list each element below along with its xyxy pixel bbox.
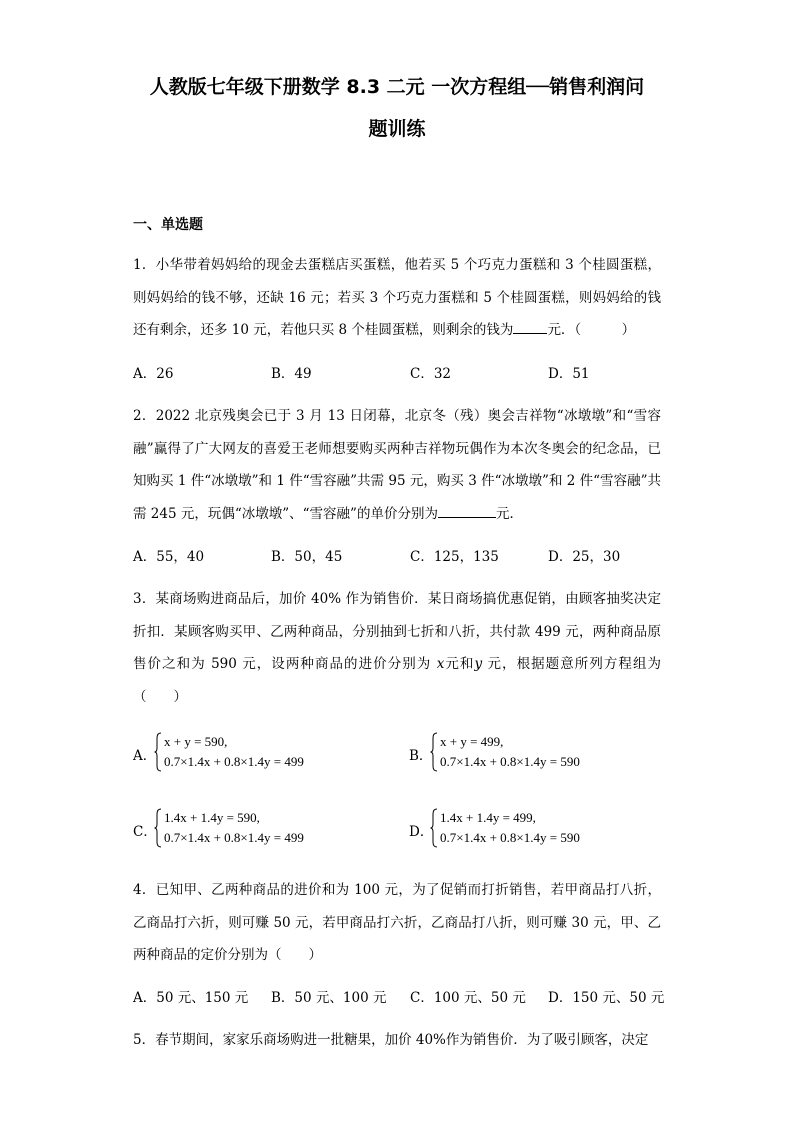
question-5 [133,1024,661,1057]
equation-system [440,808,580,848]
option-c: C． [133,824,157,840]
option-d: D．51 [548,366,590,382]
section-heading: 一、单选题 [133,217,203,233]
equation-line-1: 1.4x + 1.4y = 590, [164,810,260,825]
title-line-2: 题训练 [368,118,426,140]
option-b: B．50 元、100 元 [271,990,387,1006]
option-d: D．150 元、50 元 [548,990,665,1006]
question-4-text: 4．已知甲、乙两种商品的进价和为 100 元，为了促销而打折销售，若甲商品打八折，乙商品打六折，则可赚 50 元，若甲商品打六折，乙商品打八折，则可赚 30 元，甲、乙两种商品的定价分别为（ ） [133,882,661,963]
question-2-text: 2．2022 北京残奥会已于 3 月 13 日闭幕，北京冬（残）奥会吉祥物“冰墩墩”和“雪容融”赢得了广大网友的喜爱王老师想要购买两种吉祥物玩偶作为本次冬奥会的纪念品，已知购买 1 件“冰墩墩”和 1 件“雪容融”共需 95 元，购买 3 件“冰墩墩”和 2 件“雪容融”共需 245 元，玩偶“冰墩墩”、“雪容融”的单价分别为 [133,408,661,522]
answer-blank [513,319,547,334]
option-c: C．32 [410,366,452,382]
equation-line-1: 1.4x + 1.4y = 499, [440,810,536,825]
equation-line-1: x + y = 499, [440,734,504,749]
question-3-tail: 元，根据题意所列方程组为（ ） [133,656,662,705]
variable-x: x [436,656,445,672]
answer-blank [438,503,496,518]
equation-line-2: 0.7×1.4x + 0.8×1.4y = 590 [440,754,580,769]
question-2-tail: 元． [495,505,523,522]
title-line-1: 人教版七年级下册数学 8.3 二元 一次方程组──销售利润问 [149,76,645,98]
question-5-text: 5．春节期间，家家乐商场购进一批糖果，加价 40%作为销售价．为了吸引顾客，决定 [133,1032,649,1048]
equation-system [440,732,580,772]
brace-icon [430,808,438,848]
equation-line-1: x + y = 590, [164,734,228,749]
option-c: C．100 元、50 元 [410,990,526,1006]
option-d: D． [409,824,434,840]
brace-icon [154,732,162,772]
variable-y: y [474,656,483,672]
equation-system [164,808,304,848]
brace-icon [154,808,162,848]
option-a: A． [133,748,157,764]
option-a: A．26 [133,366,174,382]
option-a: A．55，40 [133,549,205,565]
question-1-text: 1．小华带着妈妈给的现金去蛋糕店买蛋糕，他若买 5 个巧克力蛋糕和 3 个桂圆蛋糕，则妈妈给的钱不够，还缺 16 元；若买 3 个巧克力蛋糕和 5 个桂圆蛋糕，则妈妈给的钱还有剩余，还多 10 元，若他只买 8 个桂圆蛋糕，则剩余的钱为 [133,257,661,338]
equation-line-2: 0.7×1.4x + 0.8×1.4y = 499 [164,830,304,845]
option-a: A．50 元、150 元 [133,990,249,1006]
question-4 [133,874,661,972]
option-b: B．50，45 [271,549,343,565]
equation-system [164,732,304,772]
question-2 [133,400,661,530]
option-d: D．25，30 [548,549,621,565]
question-3 [133,583,661,713]
equation-line-2: 0.7×1.4x + 0.8×1.4y = 590 [440,830,580,845]
question-3-mid: 元和 [444,656,475,672]
question-3-text: 3．某商场购进商品后，加价 40% 作为销售价．某日商场搞优惠促销，由顾客抽奖决定折扣．某顾客购买甲、乙两种商品，分别抽到七折和八折，共付款 499 元，两种商品原售价之和为 590 元，设两种商品的进价分别为 [133,591,661,672]
question-1-tail: 元．（ ） [547,322,636,338]
question-1 [133,249,661,347]
document-title [120,66,674,150]
option-b: B． [409,748,433,764]
option-b: B．49 [271,366,312,382]
option-c: C．125，135 [410,549,499,565]
equation-line-2: 0.7×1.4x + 0.8×1.4y = 499 [164,754,304,769]
brace-icon [430,732,438,772]
